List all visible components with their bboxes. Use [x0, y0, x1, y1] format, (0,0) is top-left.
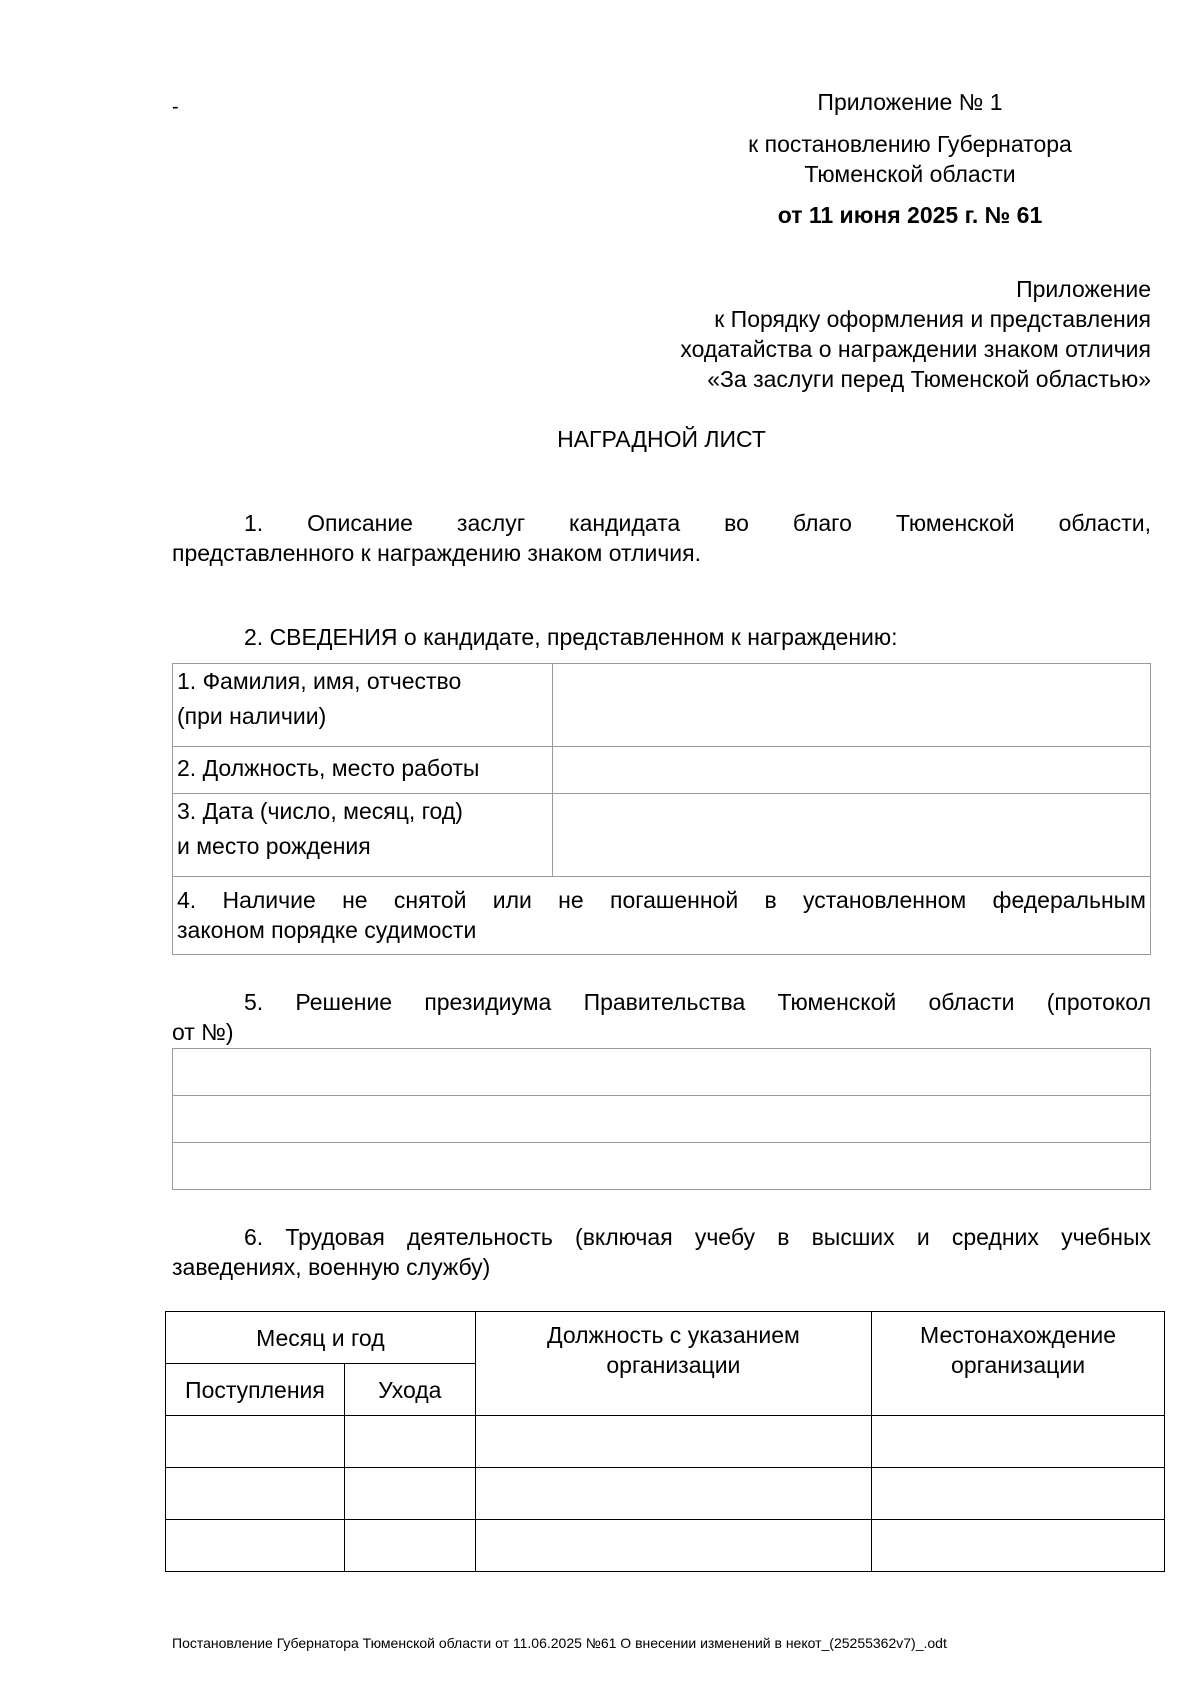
- table-row: [173, 1049, 1151, 1096]
- decision-cell[interactable]: [173, 1049, 1151, 1096]
- table-row: [166, 1416, 1165, 1468]
- row-label-line: 3. Дата (число, месяц, год): [177, 798, 463, 824]
- exit-cell[interactable]: [344, 1520, 475, 1572]
- entry-cell[interactable]: [166, 1468, 345, 1520]
- row-label-line: 2. Должность, место работы: [177, 755, 480, 781]
- header-appendix-number: Приложение № 1: [817, 89, 1003, 115]
- section6-line-2: заведениях, военную службу): [172, 1254, 491, 1280]
- section1-line-2: представленного к награждению знаком отличия.: [172, 540, 701, 566]
- row-label-line: (при наличии): [177, 703, 327, 729]
- page-title: НАГРАДНОЙ ЛИСТ: [557, 426, 766, 452]
- col-position: Должность с указанием организации: [475, 1312, 871, 1416]
- exit-cell[interactable]: [344, 1416, 475, 1468]
- header-resolution: к постановлению Губернатора: [748, 131, 1072, 157]
- table-row: [173, 664, 1151, 747]
- row-label-line: 4. Наличие не снятой или не погашенной в установленном федеральным: [177, 887, 1146, 913]
- row-label-line: 1. Фамилия, имя, отчество: [177, 668, 462, 694]
- location-cell[interactable]: [872, 1520, 1165, 1572]
- entry-cell[interactable]: [166, 1416, 345, 1468]
- decision-table: [172, 1048, 1151, 1190]
- section5-line-1: 5. Решение президиума Правительства Тюменской области (протокол: [244, 989, 1151, 1015]
- row-label-position: [173, 747, 553, 794]
- table-row: [173, 877, 1151, 955]
- row-label-birth: [173, 794, 553, 877]
- document-footer: Постановление Губернатора Тюменской области от 11.06.2025 №61 О внесении изменений в некот_(25255362v7)_.odt: [172, 1635, 947, 1651]
- name-value-cell[interactable]: [552, 664, 1150, 747]
- table-row: [173, 794, 1151, 877]
- row-label-line: и место рождения: [177, 833, 371, 859]
- section2-heading: 2. СВЕДЕНИЯ о кандидате, представленном к награждению:: [244, 624, 898, 650]
- appendix-title: Приложение: [1016, 276, 1151, 302]
- section6-line-1: 6. Трудовая деятельность (включая учебу в высших и средних учебных: [244, 1224, 1151, 1250]
- col-month-year: Месяц и год: [166, 1312, 476, 1364]
- table-header-row: [166, 1312, 1165, 1364]
- birth-value-cell[interactable]: [552, 794, 1150, 877]
- position-cell[interactable]: [475, 1520, 871, 1572]
- table-row: [166, 1468, 1165, 1520]
- candidate-info-table: [172, 663, 1151, 955]
- location-cell[interactable]: [872, 1416, 1165, 1468]
- row-label-line: законом порядке судимости: [177, 917, 477, 943]
- decision-cell[interactable]: [173, 1096, 1151, 1143]
- col-exit: Ухода: [344, 1364, 475, 1416]
- employment-table: [165, 1311, 1165, 1572]
- table-row: [173, 1096, 1151, 1143]
- header-region: Тюменской области: [804, 161, 1016, 187]
- position-value-cell[interactable]: [552, 747, 1150, 794]
- appendix-line-3: ходатайства о награждении знаком отличия: [680, 336, 1151, 362]
- dash-mark: -: [172, 96, 179, 118]
- header-date: от 11 июня 2025 г. № 61: [777, 202, 1043, 228]
- row-label-name: [173, 664, 553, 747]
- col-entry: Поступления: [166, 1364, 345, 1416]
- section1-line-1: 1. Описание заслуг кандидата во благо Тюменской области,: [244, 510, 1151, 536]
- row-criminal-record: [173, 877, 1151, 955]
- col-location: Местонахождение организации: [872, 1312, 1165, 1416]
- exit-cell[interactable]: [344, 1468, 475, 1520]
- table-row: [166, 1520, 1165, 1572]
- entry-cell[interactable]: [166, 1520, 345, 1572]
- position-cell[interactable]: [475, 1416, 871, 1468]
- location-cell[interactable]: [872, 1468, 1165, 1520]
- table-row: [173, 747, 1151, 794]
- section5-line-2: от №): [172, 1019, 234, 1045]
- appendix-line-4: «За заслуги перед Тюменской областью»: [707, 366, 1151, 392]
- table-row: [173, 1143, 1151, 1190]
- appendix-line-2: к Порядку оформления и представления: [714, 306, 1151, 332]
- decision-cell[interactable]: [173, 1143, 1151, 1190]
- position-cell[interactable]: [475, 1468, 871, 1520]
